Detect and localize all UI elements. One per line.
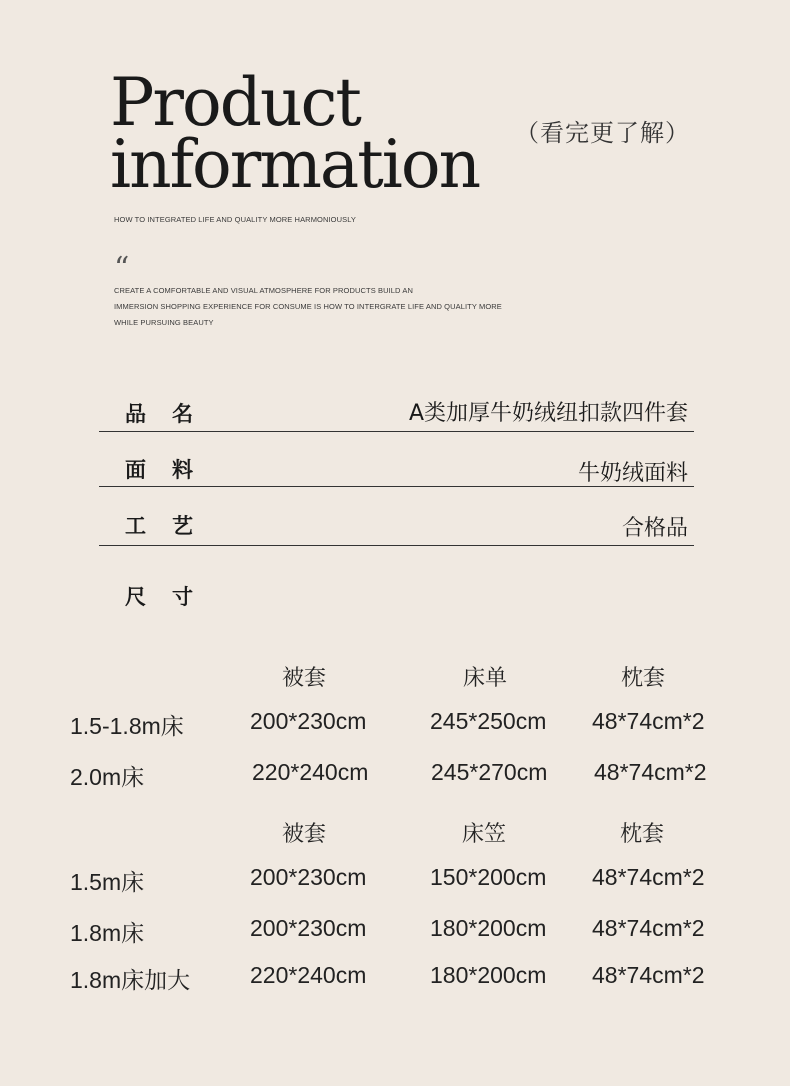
- table1-header-sheet: 床单: [462, 666, 507, 691]
- description-line-1: CREATE A COMFORTABLE AND VISUAL ATMOSPHERE FOR PRODUCTS BUILD AN: [114, 286, 413, 295]
- row-bed-size: 1.8m床: [70, 920, 145, 946]
- row-pillowcase-size: 48*74cm*2: [592, 915, 705, 941]
- spec-value-name: A类加厚牛奶绒纽扣款四件套: [408, 401, 688, 426]
- divider: [99, 431, 694, 432]
- row-pillowcase-size: 48*74cm*2: [592, 708, 705, 734]
- row-bed-size: 1.5m床: [70, 869, 145, 895]
- row-fitted-sheet-size: 150*200cm: [430, 864, 547, 890]
- description-line-3: WHILE PURSUING BEAUTY: [114, 318, 214, 327]
- spec-label-fabric: 面料: [125, 458, 219, 482]
- subtitle: （看完更了解）: [515, 119, 690, 147]
- spec-value-fabric: 牛奶绒面料: [577, 461, 688, 486]
- row-duvet-size: 200*230cm: [250, 864, 367, 890]
- description-line-2: IMMERSION SHOPPING EXPERIENCE FOR CONSUME IS HOW TO INTERGRATE LIFE AND QUALITY MORE: [114, 302, 502, 311]
- divider: [99, 545, 694, 546]
- title-line-2: information: [110, 126, 480, 203]
- row-pillowcase-size: 48*74cm*2: [592, 962, 705, 988]
- row-fitted-sheet-size: 180*200cm: [430, 962, 547, 988]
- quote-mark-icon: “: [114, 251, 130, 286]
- table2-header-fitted-sheet: 床笠: [461, 822, 506, 847]
- row-bed-size: 1.5-1.8m床: [70, 713, 184, 739]
- title-line-1: Product: [110, 64, 360, 141]
- spec-label-size: 尺寸: [125, 585, 219, 609]
- spec-label-craft: 工艺: [125, 514, 219, 538]
- row-duvet-size: 200*230cm: [250, 708, 367, 734]
- row-fitted-sheet-size: 180*200cm: [430, 915, 547, 941]
- row-duvet-size: 220*240cm: [252, 759, 369, 785]
- row-bed-size: 2.0m床: [70, 764, 145, 790]
- spec-value-craft: 合格品: [621, 516, 688, 541]
- table2-header-pillowcase: 枕套: [619, 822, 664, 847]
- table2-header-duvet: 被套: [281, 822, 326, 847]
- row-pillowcase-size: 48*74cm*2: [592, 864, 705, 890]
- description: [114, 283, 502, 331]
- row-pillowcase-size: 48*74cm*2: [594, 759, 707, 785]
- divider: [99, 486, 694, 487]
- table1-header-duvet: 被套: [281, 666, 326, 691]
- row-duvet-size: 220*240cm: [250, 962, 367, 988]
- spec-label-name: 品名: [125, 402, 219, 426]
- row-bed-size: 1.8m床加大: [70, 967, 191, 993]
- row-duvet-size: 200*230cm: [250, 915, 367, 941]
- table1-header-pillowcase: 枕套: [620, 666, 665, 691]
- row-sheet-size: 245*250cm: [430, 708, 547, 734]
- tagline: HOW TO INTEGRATED LIFE AND QUALITY MORE HARMONIOUSLY: [114, 215, 357, 224]
- row-sheet-size: 245*270cm: [431, 759, 548, 785]
